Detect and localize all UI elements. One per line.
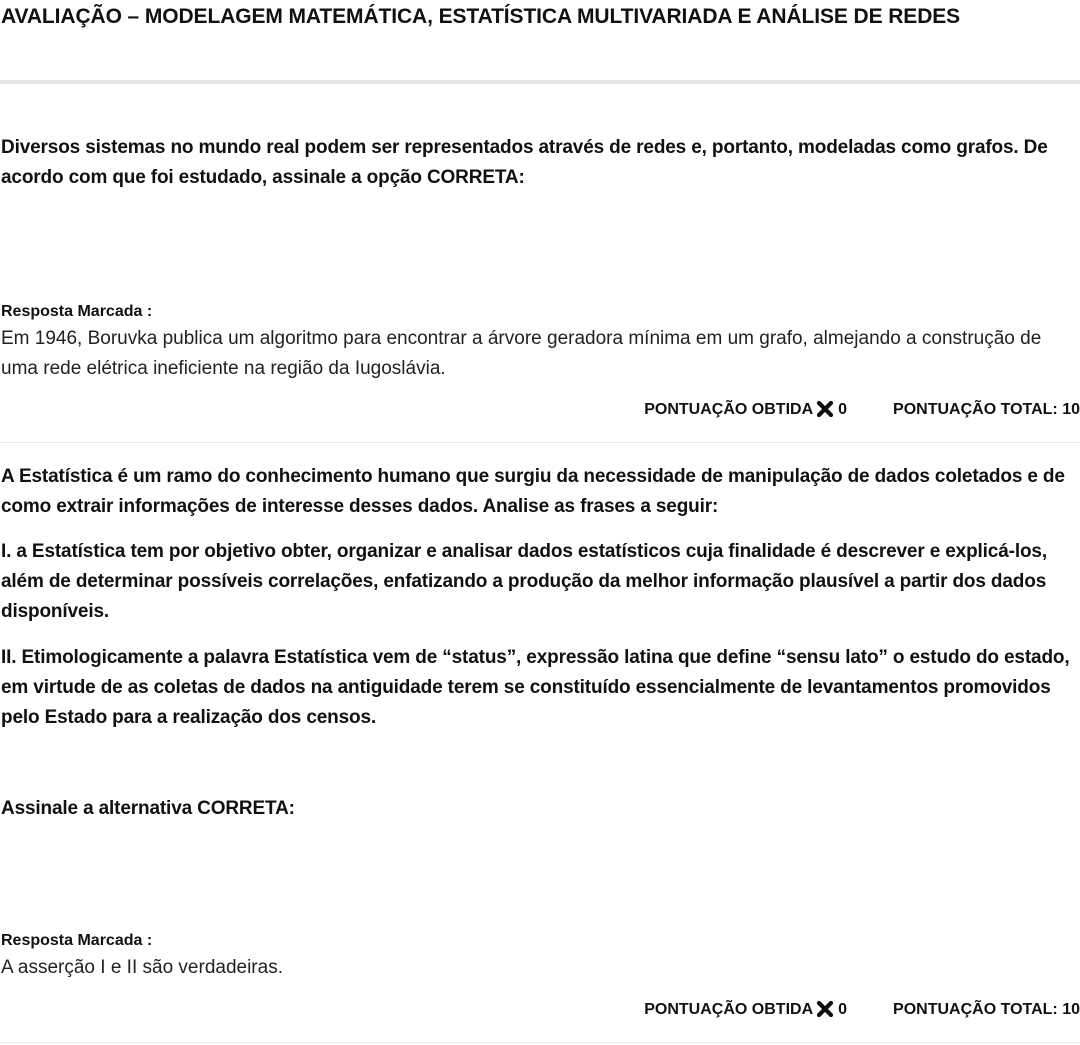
- question-2-answer-label: Resposta Marcada :: [1, 932, 153, 949]
- question-divider: [0, 442, 1080, 443]
- question-2-score-obtained-label: PONTUAÇÃO OBTIDA: [644, 1001, 814, 1018]
- question-1-score-obtained-label: PONTUAÇÃO OBTIDA: [644, 401, 814, 418]
- page-title: AVALIAÇÃO – MODELAGEM MATEMÁTICA, ESTATÍSTICA MULTIVARIADA E ANÁLISE DE REDES: [1, 5, 961, 28]
- question-2-statement-1: I. a Estatística tem por objetivo obter, organizar e analisar dados estatísticos cuja finalidade é descrever e explicá-los, além de determinar possíveis correlações, enfatizando a produção da melhor informação plausível a partir dos dados disponíveis.: [1, 541, 1047, 622]
- question-2-score-obtained-value: 0: [838, 1001, 848, 1018]
- question-2-intro: A Estatística é um ramo do conhecimento humano que surgiu da necessidade de manipulação de dados coletados e de como extrair informações de interesse desses dados. Analise as frases a seguir:: [1, 466, 1065, 517]
- question-1-score-row: [644, 398, 1080, 422]
- question-1-score-obtained-value: 0: [838, 401, 848, 418]
- question-2-answer-text: A asserção I e II são verdadeiras.: [1, 957, 283, 978]
- x-icon: [816, 400, 834, 418]
- question-divider: [0, 1042, 1080, 1043]
- question-2-score-row: [644, 998, 1080, 1022]
- x-icon: [816, 1000, 834, 1018]
- question-2-prompt: Assinale a alternativa CORRETA:: [1, 798, 295, 819]
- question-1-statement: Diversos sistemas no mundo real podem ser representados através de redes e, portanto, modeladas como grafos. De acordo com que foi estudado, assinale a opção CORRETA:: [1, 137, 1048, 188]
- question-1-score-total: PONTUAÇÃO TOTAL: 10: [893, 401, 1080, 418]
- question-2-score-total: PONTUAÇÃO TOTAL: 10: [893, 1001, 1080, 1018]
- question-2-statement-2: II. Etimologicamente a palavra Estatística vem de “status”, expressão latina que define “sensu lato” o estudo do estado, em virtude de as coletas de dados na antiguidade terem se constituído essencialmente de levantamentos promovidos pelo Estado para a realização dos censos.: [1, 647, 1070, 728]
- title-divider: [0, 80, 1080, 84]
- question-1-answer-text: Em 1946, Boruvka publica um algoritmo para encontrar a árvore geradora mínima em um grafo, almejando a construção de uma rede elétrica ineficiente na região da Iugoslávia.: [1, 328, 1042, 379]
- question-1-answer-label: Resposta Marcada :: [1, 303, 153, 320]
